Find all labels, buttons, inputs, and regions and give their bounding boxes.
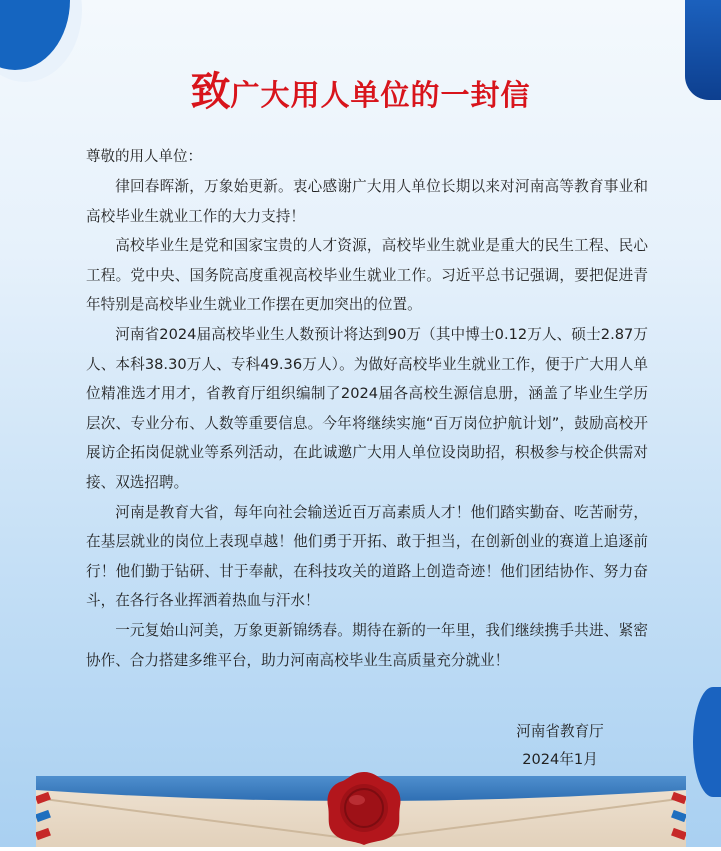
title-rest: 广大用人单位的一封信 <box>230 78 531 112</box>
salutation: 尊敬的用人单位： <box>86 149 202 165</box>
title-first-char: 致 <box>190 68 231 115</box>
envelope-stripes-right <box>671 792 686 840</box>
signature-block <box>480 718 640 774</box>
paragraph: 河南省2024届高校毕业生人数预计将达到90万（其中博士0.12万人、硕士2.87万人、本科38.30万人、专科49.36万人）。为做好高校毕业生就业工作，便于广大用人单位精准选才用才，省教育厅组织编制了2024届各高校生源信息册，涵盖了毕业生学历层次、专业分布、人数等重要信息。今年将继续实施“百万岗位护航计划”，鼓励高校开展访企拓岗促就业等系列活动，在此诚邀广大用人单位设岗助招，积极参与校企供需对接、双选招聘。 <box>86 325 648 491</box>
letter-body <box>86 172 648 675</box>
paragraph: 律回春晖渐，万象始更新。衷心感谢广大用人单位长期以来对河南高等教育事业和高校毕业生就业工作的大力支持！ <box>86 178 648 225</box>
envelope-stripes-left <box>36 792 51 840</box>
letter-date: 2024年1月 <box>522 751 598 768</box>
paragraph: 高校毕业生是党和国家宝贵的人才资源，高校毕业生就业是重大的民生工程、民心工程。党中央、国务院高度重视高校毕业生就业工作。习近平总书记强调，要把促进青年特别是高校毕业生就业工作摆在更加突出的位置。 <box>86 237 648 314</box>
letter-title <box>0 60 721 117</box>
paragraph: 河南是教育大省，每年向社会输送近百万高素质人才！他们踏实勤奋、吃苦耐劳，在基层就业的岗位上表现卓越！他们勇于开拓、敢于担当，在创新创业的赛道上追逐前行！他们勤于钻研、甘于奉献，在科技攻关的道路上创造奇迹！他们团结协作、努力奋斗，在各行各业挥洒着热血与汗水！ <box>86 503 648 610</box>
paragraph: 一元复始山河美，万象更新锦绣春。期待在新的一年里，我们继续携手共进、紧密协作、合力搭建多维平台，助力河南高校毕业生高质量充分就业！ <box>86 621 648 669</box>
wax-seal-icon <box>324 770 404 847</box>
signature: 河南省教育厅 <box>516 723 604 740</box>
